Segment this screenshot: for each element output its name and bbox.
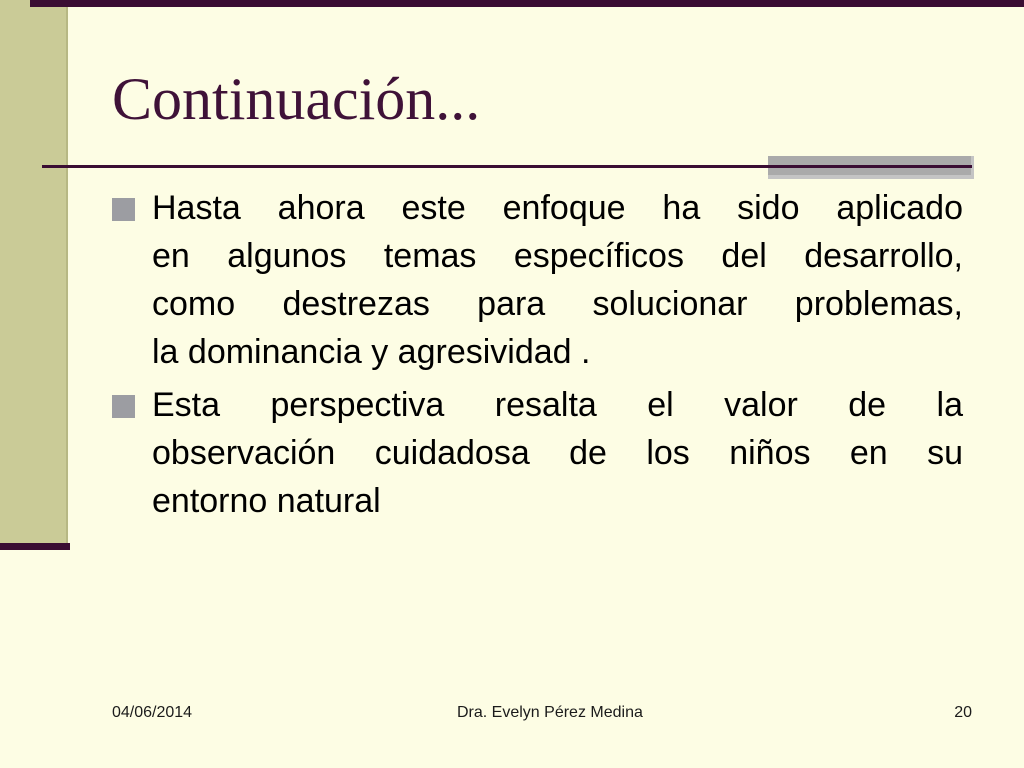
bullet-text-line: entorno natural — [152, 482, 381, 520]
bullet-text — [152, 381, 963, 525]
bullet-text-line: observación cuidadosa de los niños en su — [152, 434, 963, 472]
title-underline-rule — [42, 165, 972, 168]
bullet-text-line: la dominancia y agresividad . — [152, 333, 591, 371]
bullet-text-line: en algunos temas específicos del desarrollo, — [152, 237, 963, 275]
bullet-text-line: como destrezas para solucionar problemas, — [152, 285, 963, 323]
bullet-text — [152, 184, 963, 376]
left-band — [0, 0, 68, 543]
bullet-item — [152, 184, 963, 376]
bullet-text-line: Hasta ahora este enfoque ha sido aplicado — [152, 189, 963, 227]
slide-title: Continuación... — [112, 66, 481, 132]
square-bullet-icon — [112, 198, 135, 221]
bullet-list — [152, 184, 963, 525]
left-band-end-bar — [0, 543, 70, 550]
footer-date: 04/06/2014 — [112, 704, 193, 721]
bullet-text-line: Esta perspectiva resalta el valor de la — [152, 386, 963, 424]
top-accent-bar — [30, 0, 1024, 7]
bullet-item — [152, 381, 963, 525]
footer-page-number: 20 — [954, 704, 972, 721]
footer-author: Dra. Evelyn Pérez Medina — [457, 704, 643, 721]
square-bullet-icon — [112, 395, 135, 418]
